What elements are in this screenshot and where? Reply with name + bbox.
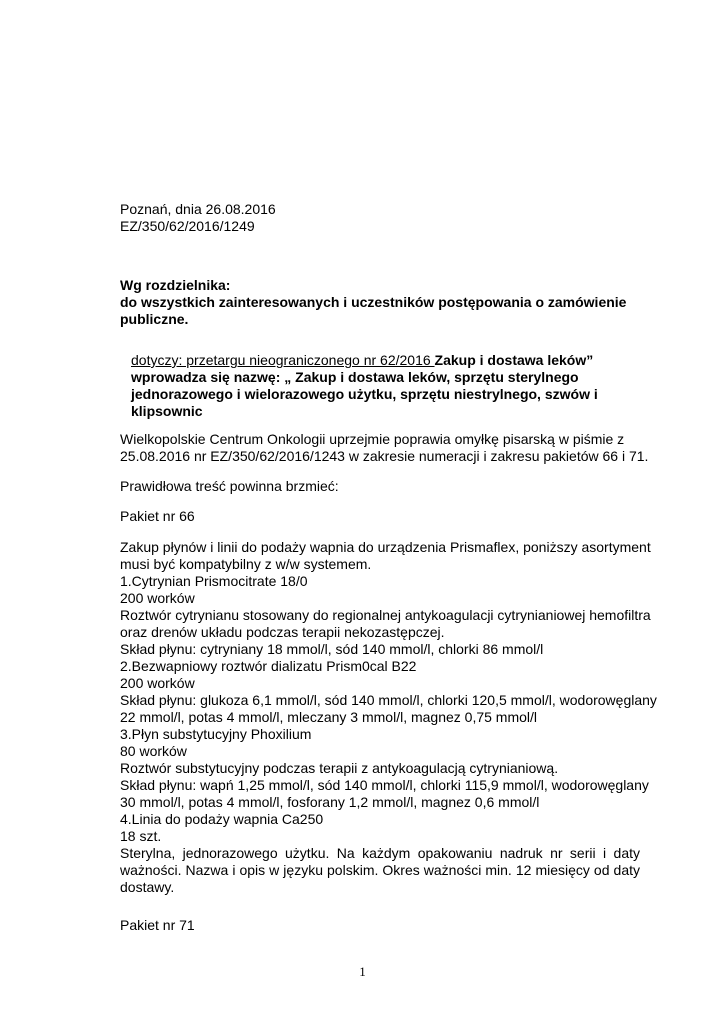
intro-paragraph <box>120 431 649 465</box>
sterile-note: Sterylna, jednorazowego użytku. Na każdym opakowaniu nadruk nr serii i daty ważności. Nazwa i opis w języku polskim. Okres ważności min. 12 miesięcy od daty dostawy. <box>120 845 640 895</box>
addressee <box>120 277 640 328</box>
package-71-title: Pakiet nr 71 <box>120 917 195 933</box>
package-66-line: 30 mmol/l, potas 4 mmol/l, fosforany 1,2 mmol/l, magnez 0,6 mmol/l <box>120 794 540 810</box>
package-66-line: 2.Bezwapniowy roztwór dializatu Prism0cal B22 <box>120 658 417 674</box>
intro-line-2: 25.08.2016 nr EZ/350/62/2016/1243 w zakresie numeracji i zakresu pakietów 66 i 71. <box>120 448 649 464</box>
addressee-line-1: Wg rozdzielnika: <box>120 277 231 293</box>
package-66-line: 3.Płyn substytucyjny Phoxilium <box>120 726 312 742</box>
package-71-title-block <box>120 917 640 934</box>
package-66-line: 80 worków <box>120 743 187 759</box>
intro-line-1: Wielkopolskie Centrum Onkologii uprzejmie poprawia omyłkę pisarską w piśmie z <box>120 431 625 447</box>
correct-text-paragraph <box>120 478 640 495</box>
package-66-line: 22 mmol/l, potas 4 mmol/l, mleczany 3 mmol/l, magnez 0,75 mmol/l <box>120 709 538 725</box>
package-66-line: Roztwór substytucyjny podczas terapii z antykoagulacją cytrynianiową. <box>120 760 559 776</box>
package-66-title: Pakiet nr 66 <box>120 508 195 524</box>
subject-line-2: wprowadza się nazwę: „ Zakup i dostawa leków, sprzętu sterylnego <box>131 369 579 385</box>
package-66-line: Skład płynu: glukoza 6,1 mmol/l, sód 140 mmol/l, chlorki 120,5 mmol/l, wodorowęglany <box>120 692 657 708</box>
package-66-line: 18 szt. <box>120 828 162 844</box>
page-number: 1 <box>359 964 366 979</box>
package-66-line: musi być kompatybilny z w/w systemem. <box>120 556 372 572</box>
addressee-line-3: publiczne. <box>120 311 189 327</box>
package-66-line: Skład płynu: wapń 1,25 mmol/l, sód 140 mmol/l, chlorki 115,9 mmol/l, wodorowęglany <box>120 777 649 793</box>
package-66-line: 1.Cytrynian Prismocitrate 18/0 <box>120 573 308 589</box>
package-66-line: Skład płynu: cytryniany 18 mmol/l, sód 140 mmol/l, chlorki 86 mmol/l <box>120 641 544 657</box>
correct-text: Prawidłowa treść powinna brzmieć: <box>120 478 339 494</box>
subject-prefix: dotyczy: przetargu nieograniczonego nr 62/2016 <box>131 352 435 368</box>
subject-title: Zakup i dostawa leków” <box>434 352 594 368</box>
package-66-line: 200 worków <box>120 675 195 691</box>
package-66-line: oraz drenów układu podczas terapii nekozastępczej. <box>120 624 445 640</box>
addressee-line-2: do wszystkich zainteresowanych i uczestników postępowania o zamówienie <box>120 294 627 310</box>
reference-number: EZ/350/62/2016/1249 <box>120 218 255 234</box>
place-date: Poznań, dnia 26.08.2016 <box>120 201 276 217</box>
package-66-line: Zakup płynów i linii do podaży wapnia do urządzenia Prismaflex, poniższy asortyment <box>120 539 651 555</box>
package-66-title-block <box>120 508 640 525</box>
subject <box>131 352 641 420</box>
package-66-line: 4.Linia do podaży wapnia Ca250 <box>120 811 324 827</box>
subject-line-4: klipsownic <box>131 403 203 419</box>
letter-header <box>120 201 640 235</box>
package-66-line: Roztwór cytrynianu stosowany do regionalnej antykoagulacji cytrynianiowej hemofiltra <box>120 607 651 623</box>
subject-line-3: jednorazowego i wielorazowego użytku, sprzętu niestrylnego, szwów i <box>131 386 598 402</box>
package-66-line: 200 worków <box>120 590 195 606</box>
package-66-body <box>120 539 657 896</box>
